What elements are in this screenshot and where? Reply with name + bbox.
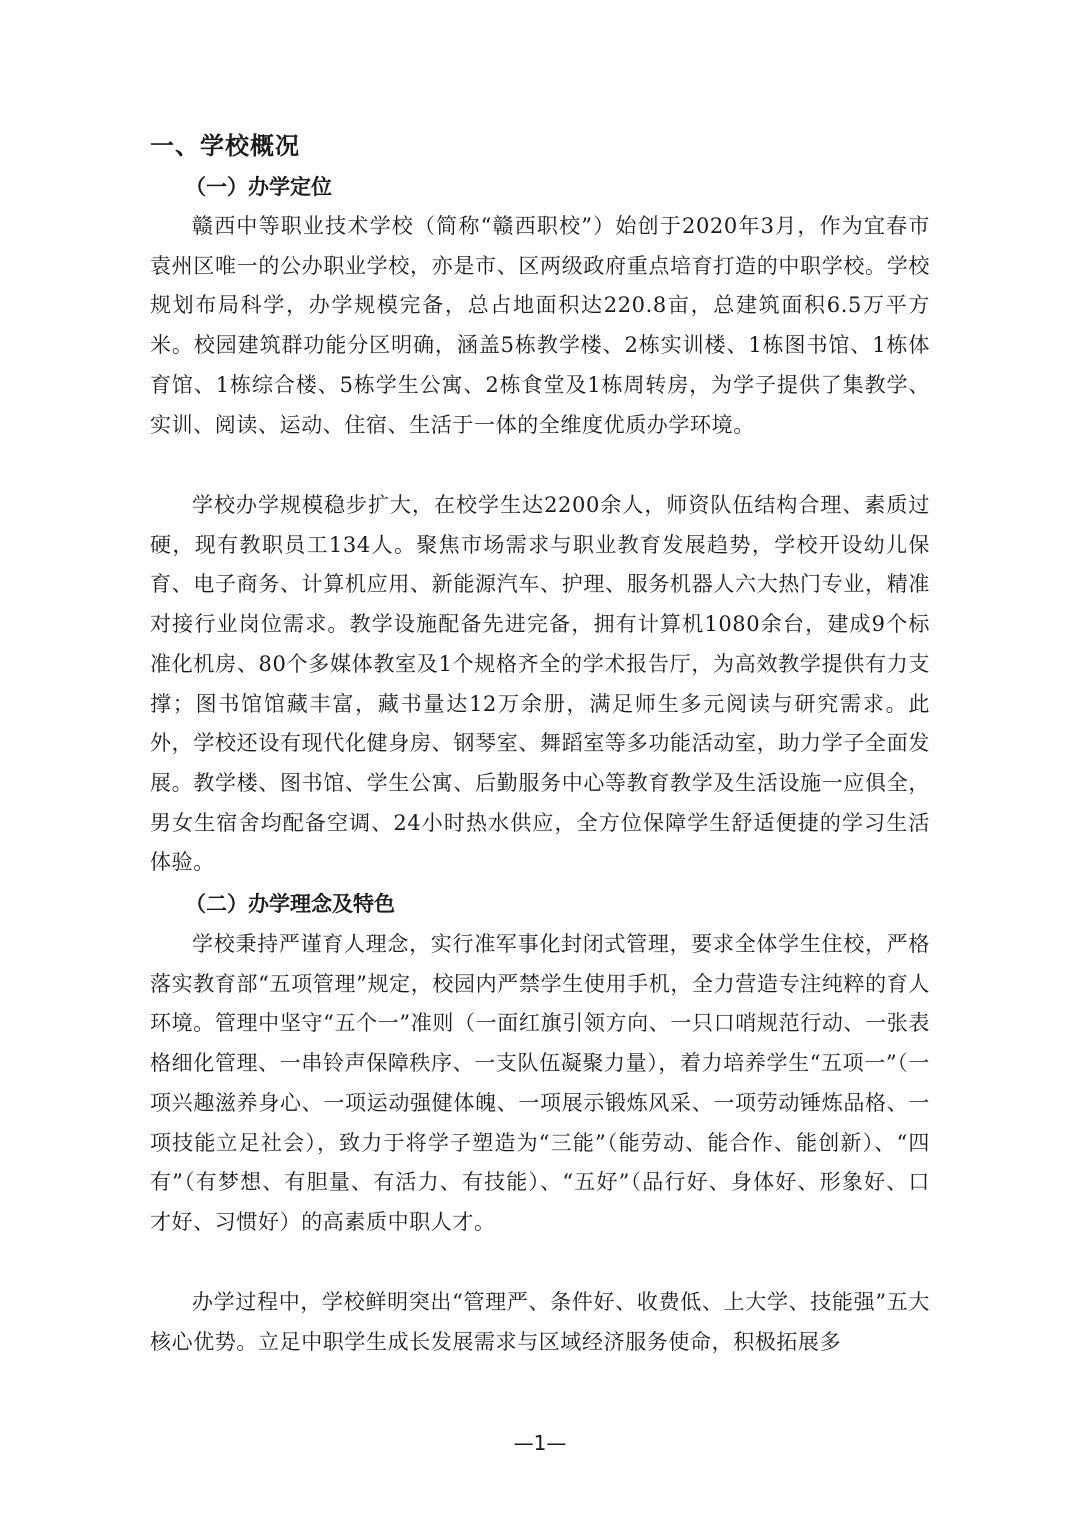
page-number: —1—: [513, 1431, 567, 1455]
subsection-heading-philosophy: （二）办学理念及特色: [185, 892, 395, 916]
subsection-heading-positioning: （一）办学定位: [185, 175, 332, 199]
paragraph-management-philosophy: 学校秉持严谨育人理念，实行准军事化封闭式管理，要求全体学生住校，严格落实教育部“五项管理”规定，校园内严禁学生使用手机，全力营造专注纯粹的育人环境。管理中坚守“五个一”准则（一面红旗引领方向、一只口哨规范行动、一张表格细化管理、一串铃声保障秩序、一支队伍凝聚力量），着力培养学生“五项一”（一项兴趣滋养身心、一项运动强健体魄、一项展示锻炼风采、一项劳动锤炼品格、一项技能立足社会），致力于将学子塑造为“三能”（能劳动、能合作、能创新）、“四有”（有梦想、有胆量、有活力、有技能）、“五好”（品行好、身体好、形象好、口才好、习惯好）的高素质中职人才。: [150, 932, 930, 1234]
section-heading: 一、学校概况: [150, 132, 300, 160]
paragraph-school-intro: 赣西中等职业技术学校（简称“赣西职校”）始创于2020年3月，作为宜春市袁州区唯一的公办职业学校，亦是市、区两级政府重点培育打造的中职学校。学校规划布局科学，办学规模完备，总占地面积达220.8亩，总建筑面积6.5万平方米。校园建筑群功能分区明确，涵盖5栋教学楼、2栋实训楼、1栋图书馆、1栋体育馆、1栋综合楼、5栋学生公寓、2栋食堂及1栋周转房，为学子提供了集教学、实训、阅读、运动、住宿、生活于一体的全维度优质办学环境。: [150, 214, 930, 437]
paragraph-core-advantages: 办学过程中，学校鲜明突出“管理严、条件好、收费低、上大学、技能强”五大核心优势。立足中职学生成长发展需求与区域经济服务使命，积极拓展多: [150, 1290, 930, 1354]
paragraph-school-scale: 学校办学规模稳步扩大，在校学生达2200余人，师资队伍结构合理、素质过硬，现有教职员工134人。聚焦市场需求与职业教育发展趋势，学校开设幼儿保育、电子商务、计算机应用、新能源汽车、护理、服务机器人六大热门专业，精准对接行业岗位需求。教学设施配备先进完备，拥有计算机1080余台，建成9个标准化机房、80个多媒体教室及1个规格齐全的学术报告厅，为高效教学提供有力支撑；图书馆馆藏丰富，藏书量达12万余册，满足师生多元阅读与研究需求。此外，学校还设有现代化健身房、钢琴室、舞蹈室等多功能活动室，助力学子全面发展。教学楼、图书馆、学生公寓、后勤服务中心等教育教学及生活设施一应俱全，男女生宿舍均配备空调、24小时热水供应，全方位保障学生舒适便捷的学习生活体验。: [150, 493, 930, 875]
